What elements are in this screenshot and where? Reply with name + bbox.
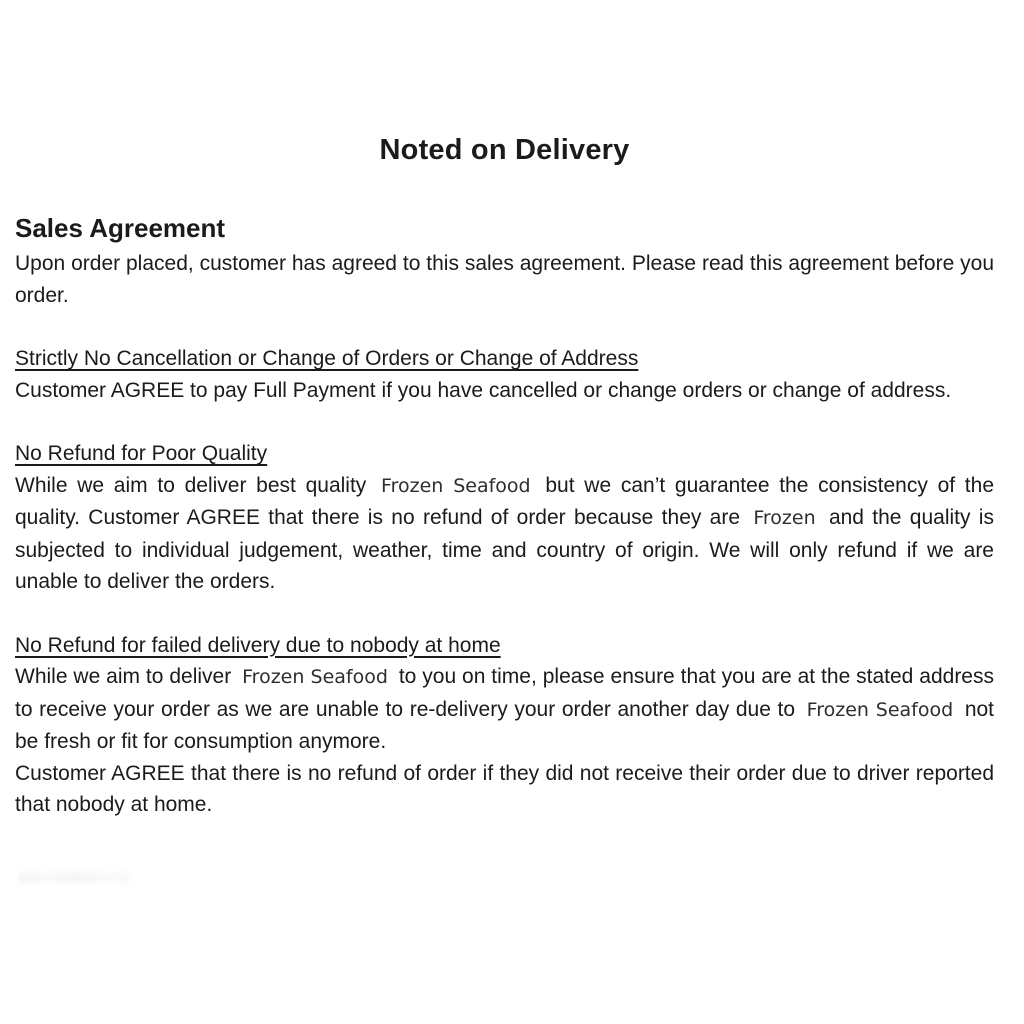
inserted-text-frozen-seafood: Frozen Seafood [381,474,531,497]
section-no-cancellation [15,343,994,406]
sales-agreement-heading: Sales Agreement [15,213,226,243]
inserted-text-frozen-seafood: Frozen Seafood [806,698,954,721]
intro-paragraph: Upon order placed, customer has agreed to this sales agreement. Please read this agreement before you order. [15,252,994,307]
inserted-text-frozen-seafood: Frozen Seafood [242,666,388,688]
text-segment: but we can’t guarantee the consistency of the quality. Customer AGREE that there is no refund of order because they are [15,473,995,529]
document-title: Noted on Delivery [379,134,630,166]
faded-text-remnant [18,872,130,883]
section-heading-no-refund-failed-delivery: No Refund for failed delivery due to nobody at home [15,633,501,657]
text-segment: While we aim to deliver [15,665,232,688]
section-no-refund-poor-quality [15,438,994,598]
inserted-text-frozen: Frozen [753,507,816,529]
section-paragraph [15,470,994,598]
text-segment: and the quality is subjected to individual judgement, weather, time and country of origin. We will only refund if we are unable to deliver the orders. [15,506,994,593]
section-no-refund-failed-delivery [15,630,994,821]
section-heading-no-cancellation: Strictly No Cancellation or Change of Orders or Change of Address [15,347,639,370]
section-heading-no-refund-poor-quality: No Refund for Poor Quality [15,442,268,465]
text-segment: not be fresh or fit for consumption anymore. [15,697,995,753]
section-paragraph [15,758,994,821]
text-segment: While we aim to deliver best quality [15,473,367,497]
section-paragraph [15,375,994,407]
text-segment: Customer AGREE that there is no refund of order if they did not receive their order due to driver reported that nobody at home. [15,761,994,816]
section-paragraph [15,661,994,758]
text-segment: Customer AGREE to pay Full Payment if you have cancelled or change orders or change of address. [15,378,952,402]
text-segment: to you on time, please ensure that you are at the stated address to receive your order as we are unable to re-delivery your order another day due to [15,665,994,721]
